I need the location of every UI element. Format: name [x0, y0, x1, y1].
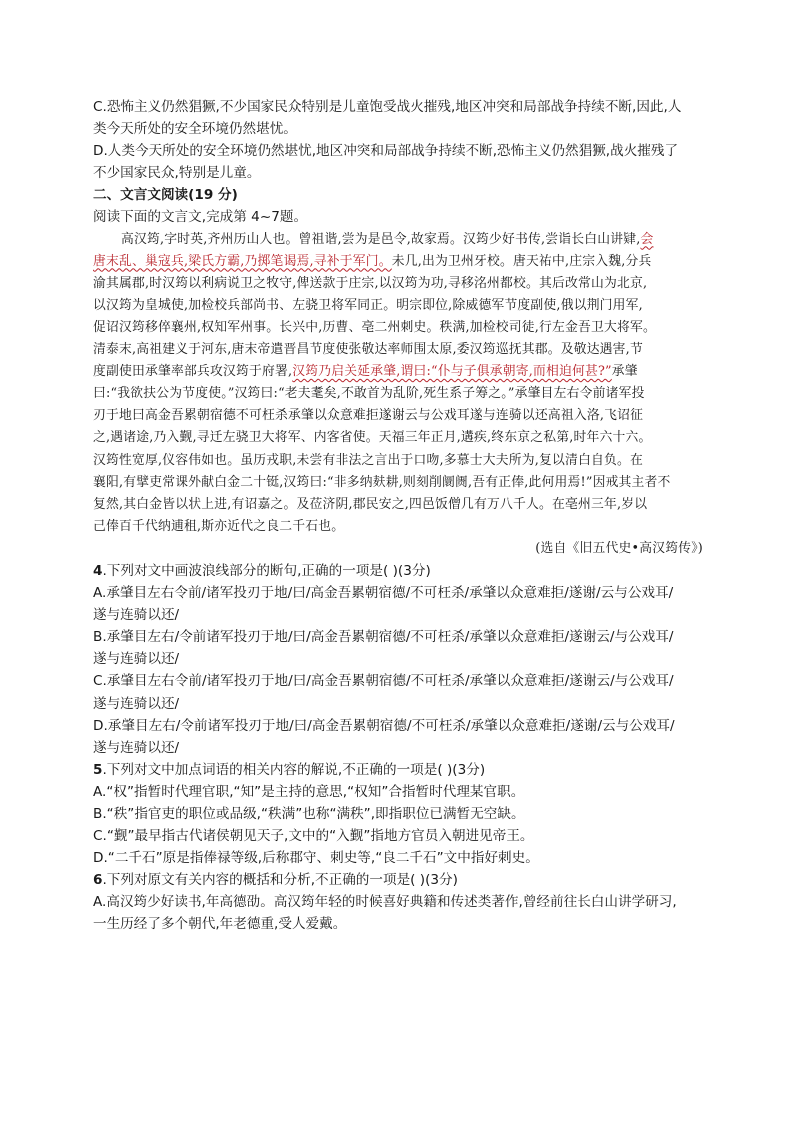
- option-q3-c-line1: C.恐怖主义仍然猖獗,不少国家民众特别是儿童饱受战火摧残,地区冲突和局部战争持续不断,因此,人: [93, 99, 682, 115]
- question-stem: [93, 869, 707, 891]
- wavy-underlined-text: 会: [640, 231, 654, 247]
- option-d-line1: D.承肇目左右/令前诸军投刃于地/曰/高金吾累朝宿德/不可枉杀/承肇以众意难拒/遂谢/云与公戏耳/: [93, 717, 675, 734]
- question-stem-text: .下列对文中加点词语的相关内容的解说,不正确的一项是( )(3分): [102, 761, 486, 778]
- section-instruction: 阅读下面的文言文,完成第 4~7题。: [93, 209, 308, 226]
- option-a-line2: 遂与连骑以还/: [93, 607, 180, 624]
- passage-line: 促诏汉筠移倅襄州,权知军州事。长兴中,历曹、亳二州刺史。秩满,加检校司徒,行左金吾卫大将军。: [93, 319, 656, 335]
- option-b: B.“秩”指官吏的职位或品级,“秩满”也称“满秩”,即指职位已满暂无空缺。: [93, 806, 525, 822]
- option-a-line1: A.承肇目左右令前/诸军投刃于地/曰/高金吾累朝宿德/不可枉杀/承肇以众意难拒/遂谢/云与公戏耳/: [93, 585, 674, 602]
- option-c: C.“觐”最早指古代诸侯朝见天子,文中的“入觐”指地方官员入朝进见帝王。: [93, 828, 534, 845]
- question-6: [93, 869, 707, 935]
- option-c-line2: 遂与连骑以还/: [93, 695, 180, 712]
- passage-text: 未几,出为卫州牙校。唐天祐中,庄宗入魏,分兵: [391, 253, 652, 269]
- wavy-underlined-text: 汉筠乃启关延承肇,谓曰:“仆与子俱承朝寄,而相迫何甚?”: [292, 364, 612, 380]
- passage-line: [93, 229, 707, 251]
- wavy-underlined-text: 唐末乱、巢寇兵,梁氏方霸,乃掷笔谒焉,寻补于军门。: [93, 253, 392, 269]
- option-d-line2: 遂与连骑以还/: [93, 739, 180, 756]
- option-q3-d-line2: 不少国家民众,特别是儿童。: [93, 165, 261, 182]
- passage-source: (选自《旧五代史•高汉筠传》): [535, 540, 703, 556]
- exam-page: [93, 96, 707, 936]
- option-c-line1: C.承肇目左右令前/诸军投刃于地/曰/高金吾累朝宿德/不可枉杀/承肇以众意难拒/遂谢云/与公戏耳/: [93, 673, 674, 690]
- question-stem: [93, 759, 707, 781]
- passage-text: 高汉筠,字时英,齐州历山人也。曾祖谐,尝为是邑令,故家焉。汉筠少好书传,尝诣长白山讲肄,: [121, 231, 641, 247]
- passage-line: 之,遇诸途,乃入觐,寻迁左骁卫大将军、内客省使。天福三年正月,遘疾,终东京之私第,时年六十六。: [93, 430, 652, 446]
- passage-text: 度副使田承肇率部兵攻汉筠于府署,: [93, 364, 293, 380]
- question-number: 4: [93, 562, 103, 579]
- passage-line: 汉筠性宽厚,仪容伟如也。虽历戎职,未尝有非法之言出于口吻,多慕士大夫所为,复以清白自负。在: [93, 452, 643, 468]
- option-d: D.“二千石”原是指俸禄等级,后称郡守、刺史等,“良二千石”文中指好刺史。: [93, 850, 539, 867]
- passage-line: 襄阳,有擘吏常课外献白金二十铤,汉筠曰:“非多纳麸耕,则刻削阛阓,吾有正俸,此何用焉!”因戒其主者不: [93, 474, 671, 490]
- question-number: 5: [93, 761, 103, 778]
- passage-line: 己俸百千代纳逋租,斯亦近代之良二千石也。: [93, 518, 345, 534]
- option-a-line2: 一生历经了多个朝代,年老德重,受人爱戴。: [93, 916, 347, 933]
- question-4: [93, 560, 707, 759]
- option-a-line1: A.高汉筠少好读书,年高德劭。高汉筠年轻的时候喜好典籍和传述类著作,曾经前往长白山讲学研习,: [93, 894, 677, 911]
- passage-line: [93, 361, 707, 383]
- question-stem: [93, 560, 707, 582]
- option-a: A.“权”指暂时代理官职,“知”是主持的意思,“权知”合指暂时代理某官职。: [93, 783, 525, 800]
- passage-line: 刃于地曰高金吾累朝宿德不可枉杀承肇以众意难拒遂谢云与公戏耳遂与连骑以还高祖入洛,飞诏征: [93, 408, 644, 424]
- passage-line: [93, 251, 707, 273]
- option-q3-c-line2: 类今天所处的安全环境仍然堪忧。: [93, 121, 297, 138]
- question-5: [93, 759, 707, 869]
- option-b-line2: 遂与连骑以还/: [93, 651, 180, 668]
- passage-line: 清泰末,高祖建义于河东,唐末帝遣晋昌节度使张敬达率师围太原,委汉筠巡抚其郡。及敬达遇害,节: [93, 342, 643, 358]
- passage-line: 曰:“我欲扶公为节度使。”汉筠曰:“老夫耄矣,不敢首为乱阶,死生系子筹之。”承肇目左右令前诸军投: [93, 386, 645, 402]
- section-title: 二、文言文阅读(19 分): [93, 187, 238, 204]
- passage-text: 承肇: [611, 364, 638, 380]
- question-stem-text: .下列对原文有关内容的概括和分析,不正确的一项是( )(3分): [102, 872, 458, 889]
- option-b-line1: B.承肇目左右/令前诸军投刃于地/曰/高金吾累朝宿德/不可枉杀/承肇以众意难拒/遂谢云/与公戏耳/: [93, 629, 674, 646]
- passage-line: 复然,其白金皆以状上进,有诏嘉之。及莅济阴,郡民安之,四邑饭僧几有万八千人。在亳州三年,岁以: [93, 496, 648, 512]
- question-number: 6: [93, 872, 103, 889]
- passage-line: 以汉筠为皇城使,加检校兵部尚书、左骁卫将军同正。明宗即位,除威德军节度副使,俄以荆门用军,: [93, 297, 643, 313]
- question-stem-text: .下列对文中画波浪线部分的断句,正确的一项是( )(3分): [102, 562, 431, 579]
- classical-passage: [93, 229, 707, 560]
- passage-line: 渝其属郡,时汉筠以利病说卫之牧守,俾送款于庄宗,以汉筠为功,寻移洺州都校。其后改常山为北京,: [93, 275, 648, 291]
- option-q3-d-line1: D.人类今天所处的安全环境仍然堪忧,地区冲突和局部战争持续不断,恐怖主义仍然猖獗,战火摧残了: [93, 143, 679, 160]
